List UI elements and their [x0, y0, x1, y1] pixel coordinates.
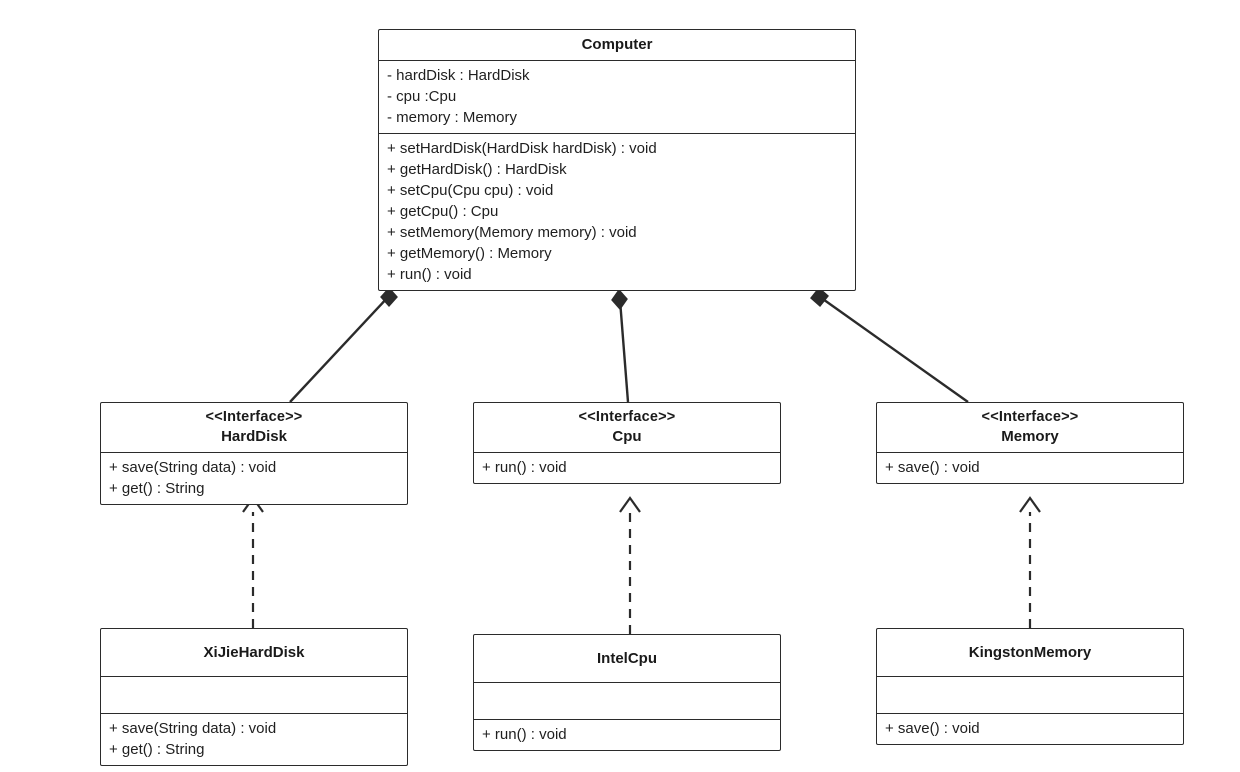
class-name-harddisk: HardDisk [221, 428, 287, 445]
operation-row: + getHardDisk() : HardDisk [387, 161, 567, 178]
operations-kingstonmemory [877, 714, 1183, 744]
attributes-kingstonmemory [877, 677, 1183, 713]
class-box-computer[interactable] [378, 29, 856, 291]
operations-harddisk [101, 453, 407, 504]
operation-row: + setHardDisk(HardDisk hardDisk) : void [387, 140, 657, 157]
edge-composition-computer-harddisk [290, 288, 397, 402]
operations-intelcpu [474, 720, 780, 750]
operations-computer [379, 134, 855, 290]
operations-cpu [474, 453, 780, 483]
stereotype-label: <<Interface>> [981, 409, 1079, 425]
edge-composition-computer-cpu [612, 290, 628, 402]
class-header-harddisk [101, 403, 407, 452]
class-header-memory [877, 403, 1183, 452]
operations-memory [877, 453, 1183, 483]
operation-row: + save(String data) : void [109, 720, 277, 737]
class-box-harddisk[interactable] [100, 402, 408, 505]
attribute-row: - hardDisk : HardDisk [387, 67, 530, 84]
operations-xijieharddisk [101, 714, 407, 765]
operation-row: + get() : String [109, 741, 205, 758]
class-name-intelcpu: IntelCpu [597, 650, 657, 667]
class-name-kingstonmemory: KingstonMemory [968, 644, 1092, 661]
attribute-row: - memory : Memory [387, 109, 518, 126]
operation-row: + getMemory() : Memory [387, 245, 552, 262]
class-box-cpu[interactable] [473, 402, 781, 484]
class-box-kingstonmemory[interactable] [876, 628, 1184, 745]
class-header-intelcpu [474, 635, 780, 682]
operation-row: + save(String data) : void [109, 459, 277, 476]
operation-row: + run() : void [482, 726, 567, 743]
operation-row: + getCpu() : Cpu [387, 203, 499, 220]
stereotype-label: <<Interface>> [205, 409, 303, 425]
operation-row: + save() : void [885, 459, 980, 476]
operation-row: + setCpu(Cpu cpu) : void [387, 182, 554, 199]
class-box-memory[interactable] [876, 402, 1184, 484]
operation-row: + run() : void [482, 459, 567, 476]
class-name-cpu: Cpu [612, 428, 642, 445]
class-header-cpu [474, 403, 780, 452]
class-header-xijieharddisk [101, 629, 407, 676]
operation-row: + get() : String [109, 480, 205, 497]
class-name-computer: Computer [581, 36, 653, 53]
attribute-row: - cpu :Cpu [387, 88, 457, 105]
attributes-intelcpu [474, 683, 780, 719]
operation-row: + setMemory(Memory memory) : void [387, 224, 637, 241]
class-header-kingstonmemory [877, 629, 1183, 676]
attributes-xijieharddisk [101, 677, 407, 713]
edge-realization-xijieharddisk-harddisk [243, 498, 263, 628]
class-name-memory: Memory [1001, 428, 1059, 445]
class-box-intelcpu[interactable] [473, 634, 781, 751]
operation-row: + run() : void [387, 266, 472, 283]
operation-row: + save() : void [885, 720, 980, 737]
class-name-xijieharddisk: XiJieHardDisk [203, 644, 305, 661]
class-header-computer [379, 30, 855, 60]
stereotype-label: <<Interface>> [578, 409, 676, 425]
edge-realization-kingstonmemory-memory [1020, 498, 1040, 628]
attributes-computer [379, 61, 855, 133]
class-box-xijieharddisk[interactable] [100, 628, 408, 766]
edge-realization-intelcpu-cpu [620, 498, 640, 634]
edge-composition-computer-memory [811, 288, 968, 402]
